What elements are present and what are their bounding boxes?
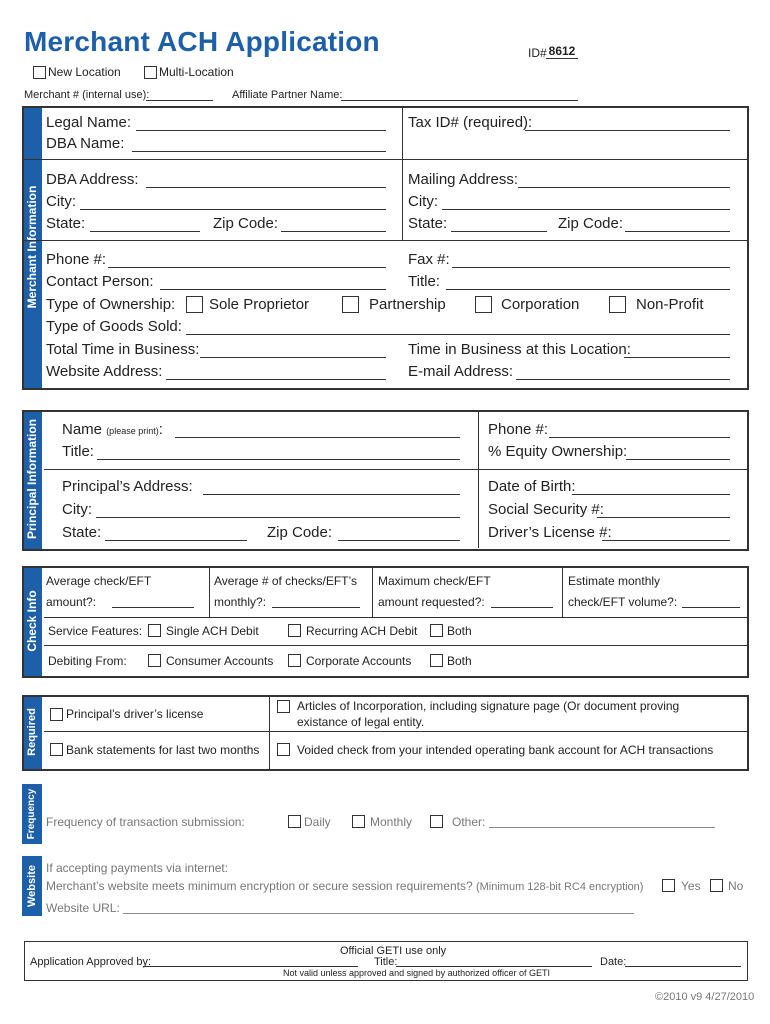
max-check-label-1: Maximum check/EFT (378, 574, 491, 588)
official-label: Official GETI use only (340, 945, 447, 957)
principal-city-field[interactable] (96, 517, 460, 518)
mailing-address-field[interactable] (518, 187, 730, 188)
version-label: ©2010 v9 4/27/2010 (655, 991, 755, 1003)
dba-zip-label: Zip Code: (213, 215, 279, 232)
consumer-checkbox[interactable] (148, 654, 161, 667)
encryption-yes-checkbox[interactable] (662, 879, 675, 892)
debit-both-checkbox[interactable] (430, 654, 443, 667)
dob-label: Date of Birth: (488, 478, 576, 495)
divider (24, 240, 747, 241)
encryption-question: Merchant’s website meets minimum encryption or secure session requirements? (Minimum 128-bit RC4 encryption) (46, 879, 644, 893)
ssn-field[interactable] (597, 517, 730, 518)
principal-phone-label: Phone #: (488, 421, 549, 438)
frequency-label: Frequency of transaction submission: (46, 815, 245, 829)
official-title-field[interactable] (396, 966, 592, 967)
goods-field[interactable] (186, 334, 730, 335)
consumer-label: Consumer Accounts (166, 654, 274, 668)
website-field[interactable] (166, 379, 386, 380)
merchant-tab-label: Merchant Information (25, 185, 39, 309)
voided-check-checkbox[interactable] (277, 743, 290, 756)
divider (209, 568, 210, 617)
bank-statements-checkbox[interactable] (50, 743, 63, 756)
frequency-tab-label: Frequency (26, 788, 37, 840)
website-url-label: Website URL: (46, 901, 120, 915)
dba-state-label: State: (46, 215, 86, 232)
license-label: Driver’s License #: (488, 524, 612, 541)
new-location-checkbox[interactable] (33, 66, 46, 79)
email-label: E-mail Address: (408, 363, 514, 380)
principal-tab-label: Principal Information (25, 419, 39, 540)
debiting-label: Debiting From: (48, 654, 127, 668)
corporation-label: Corporation (501, 296, 580, 313)
service-both-checkbox[interactable] (430, 624, 443, 637)
encryption-no-checkbox[interactable] (710, 879, 723, 892)
official-date-field[interactable] (625, 966, 741, 967)
legal-name-label: Legal Name: (46, 114, 132, 131)
articles-label-1: Articles of Incorporation, including signature page (Or document proving (297, 699, 680, 713)
mailing-city-field[interactable] (442, 209, 730, 210)
contact-label: Contact Person: (46, 273, 154, 290)
approved-by-field[interactable] (143, 966, 358, 967)
avg-check-label-2: amount?: (46, 595, 97, 609)
legal-name-field[interactable] (136, 130, 386, 131)
articles-label-2: existance of legal entity. (297, 715, 425, 729)
monthly-label: Monthly (370, 815, 413, 829)
principal-title-label: Title: (62, 443, 94, 460)
other-label: Other: (452, 815, 486, 829)
divider (44, 645, 747, 646)
dba-name-label: DBA Name: (46, 135, 125, 152)
email-field[interactable] (516, 379, 730, 380)
official-title-label: Title: (374, 956, 398, 968)
principal-address-label: Principal’s Address: (62, 478, 193, 495)
contact-field[interactable] (160, 289, 386, 290)
multi-location-checkbox[interactable] (144, 66, 157, 79)
recurring-ach-label: Recurring ACH Debit (306, 624, 418, 638)
max-check-label-2: amount requested?: (378, 595, 485, 609)
time-location-label: Time in Business at this Location: (408, 341, 631, 358)
principal-zip-label: Zip Code: (267, 524, 333, 541)
merchant-number-field[interactable] (146, 100, 213, 101)
ownership-label: Type of Ownership: (46, 296, 176, 313)
id-value[interactable]: 8612 (546, 44, 578, 59)
avg-check-label-1: Average check/EFT (46, 574, 152, 588)
mailing-zip-field[interactable] (625, 231, 730, 232)
total-time-label: Total Time in Business: (46, 341, 200, 358)
dba-city-label: City: (46, 193, 76, 210)
mailing-state-label: State: (408, 215, 448, 232)
corporate-checkbox[interactable] (288, 654, 301, 667)
principal-name-field[interactable] (175, 437, 460, 438)
principal-city-label: City: (62, 501, 92, 518)
max-check-field[interactable] (491, 607, 553, 608)
tax-id-field[interactable] (525, 130, 730, 131)
daily-checkbox[interactable] (288, 815, 301, 828)
principal-zip-field[interactable] (338, 540, 460, 541)
id-label: ID# (528, 46, 547, 60)
divider (269, 697, 270, 769)
estimate-label-2: check/EFT volume?: (568, 595, 678, 609)
dba-zip-field[interactable] (281, 231, 386, 232)
avg-num-field[interactable] (272, 607, 360, 608)
voided-check-label: Voided check from your intended operating bank account for ACH transactions (297, 743, 714, 757)
principal-title-field[interactable] (97, 459, 460, 460)
encryption-no-label: No (728, 879, 744, 893)
non-profit-label: Non-Profit (636, 296, 704, 313)
approved-by-label: Application Approved by: (30, 956, 152, 968)
phone-label: Phone #: (46, 251, 107, 268)
principal-state-label: State: (62, 524, 102, 541)
driver-license-label: Principal’s driver’s license (66, 707, 204, 721)
dba-city-field[interactable] (80, 209, 386, 210)
required-tab-label: Required (26, 708, 38, 756)
divider (44, 617, 747, 618)
principal-name-label: Name (please print): (62, 421, 163, 438)
equity-label: % Equity Ownership: (488, 443, 628, 460)
tax-id-label: Tax ID# (required): (408, 114, 533, 131)
mailing-address-label: Mailing Address: (408, 171, 519, 188)
divider (44, 469, 747, 470)
website-url-field[interactable] (123, 913, 634, 914)
service-label: Service Features: (48, 624, 143, 638)
validity-note: Not valid unless approved and signed by authorized officer of GETI (283, 968, 550, 978)
phone-field[interactable] (108, 267, 386, 268)
monthly-checkbox[interactable] (352, 815, 365, 828)
mailing-city-label: City: (408, 193, 438, 210)
merchant-title-field[interactable] (446, 289, 730, 290)
daily-label: Daily (304, 815, 331, 829)
new-location-label: New Location (48, 65, 121, 79)
merchant-number-label: Merchant # (internal use): (24, 89, 150, 101)
merchant-title-label: Title: (408, 273, 440, 290)
divider (24, 159, 747, 160)
fax-field[interactable] (452, 267, 730, 268)
mailing-state-field[interactable] (451, 231, 547, 232)
bank-statements-label: Bank statements for last two months (66, 743, 260, 757)
principal-phone-field[interactable] (549, 437, 730, 438)
website-intro: If accepting payments via internet: (46, 861, 229, 875)
affiliate-field[interactable] (341, 100, 578, 101)
corporation-checkbox[interactable] (475, 296, 492, 313)
official-date-label: Date: (600, 956, 627, 968)
single-ach-checkbox[interactable] (148, 624, 161, 637)
non-profit-checkbox[interactable] (609, 296, 626, 313)
dba-name-field[interactable] (132, 151, 386, 152)
mailing-zip-label: Zip Code: (558, 215, 624, 232)
check-tab-label: Check Info (25, 590, 39, 652)
dob-field[interactable] (572, 494, 730, 495)
sole-proprietor-label: Sole Proprietor (209, 296, 310, 313)
recurring-ach-checkbox[interactable] (288, 624, 301, 637)
website-tab-label: Website (26, 865, 38, 907)
dba-state-field[interactable] (90, 231, 200, 232)
multi-location-label: Multi-Location (159, 65, 234, 79)
corporate-label: Corporate Accounts (306, 654, 412, 668)
dba-address-label: DBA Address: (46, 171, 139, 188)
other-field[interactable] (489, 827, 715, 828)
articles-checkbox[interactable] (277, 700, 290, 713)
divider (562, 568, 563, 617)
equity-field[interactable] (626, 459, 730, 460)
divider (402, 108, 403, 240)
avg-check-field[interactable] (112, 607, 194, 608)
other-checkbox[interactable] (430, 815, 443, 828)
single-ach-label: Single ACH Debit (166, 624, 259, 638)
license-field[interactable] (602, 540, 730, 541)
encryption-yes-label: Yes (681, 879, 701, 893)
time-location-field[interactable] (624, 357, 730, 358)
principal-address-field[interactable] (203, 494, 460, 495)
total-time-field[interactable] (200, 357, 386, 358)
avg-num-label-2: monthly?: (214, 595, 267, 609)
divider (44, 731, 747, 732)
estimate-label-1: Estimate monthly (568, 574, 661, 588)
driver-license-checkbox[interactable] (50, 708, 63, 721)
debit-both-label: Both (447, 654, 472, 668)
divider (478, 412, 479, 548)
fax-label: Fax #: (408, 251, 450, 268)
service-both-label: Both (447, 624, 472, 638)
divider (372, 568, 373, 617)
page-title: Merchant ACH Application (24, 26, 380, 57)
partnership-checkbox[interactable] (342, 296, 359, 313)
partnership-label: Partnership (369, 296, 446, 313)
sole-proprietor-checkbox[interactable] (186, 296, 203, 313)
ssn-label: Social Security #: (488, 501, 604, 518)
dba-address-field[interactable] (146, 187, 386, 188)
affiliate-label: Affiliate Partner Name: (232, 89, 343, 101)
website-label: Website Address: (46, 363, 163, 380)
principal-state-field[interactable] (105, 540, 247, 541)
goods-label: Type of Goods Sold: (46, 318, 182, 335)
avg-num-label-1: Average # of checks/EFT’s (214, 574, 357, 588)
estimate-field[interactable] (682, 607, 740, 608)
